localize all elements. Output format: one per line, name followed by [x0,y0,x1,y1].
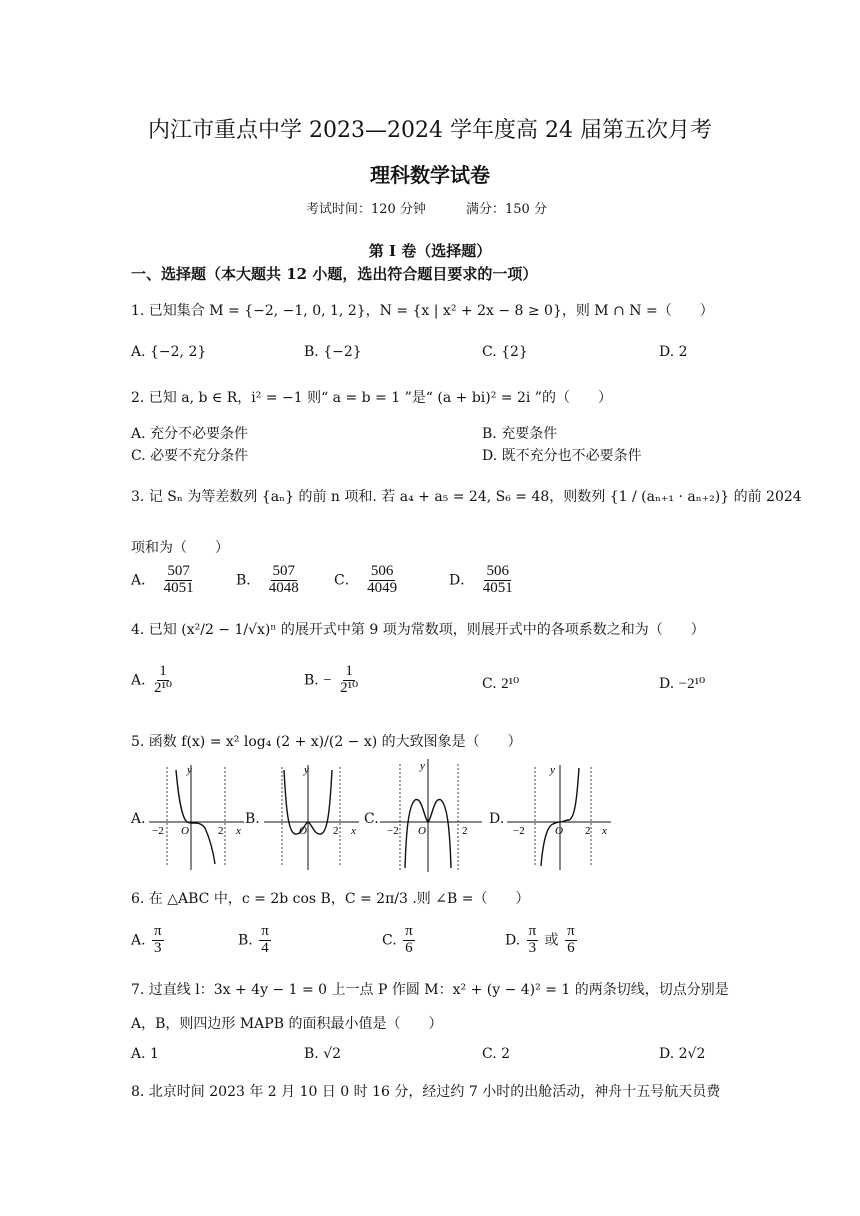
q3-option-d-label: D． [449,572,475,589]
q6-option-d-label: D. [505,932,521,949]
q3-option-a-num: 507 [167,563,190,579]
q3-option-c [334,564,401,597]
graph-b-origin-label: O [299,825,307,837]
q4-option-b-num: 1 [345,663,353,679]
q6-option-c-label: C. [382,932,397,949]
q7-option-c: C. 2 [482,1046,511,1062]
graph-d-pos-label: 2 [585,825,591,837]
q5-option-d: D. [489,811,505,827]
q5-option-a: A. [131,811,146,827]
q6-option-a-label: A. [131,932,146,949]
q1-option-a: A. {−2, 2} [131,344,207,360]
q4-option-c [482,674,519,693]
q5-graph-c [378,756,488,874]
full-score: 满分：150 分 [466,202,547,217]
q6-option-d-num2: π [567,923,575,939]
q3-option-a-den: 4051 [163,579,194,596]
q4-option-b-label: B. [304,672,319,689]
q6-option-d [505,924,579,957]
q5-option-b: B. [245,811,260,827]
q7-option-a: A. 1 [131,1046,159,1062]
section-heading: 一、选择题（本大题共 12 小题，选出符合题目要求的一项） [131,265,538,283]
q4-option-b-den: 2¹⁰ [340,679,359,696]
q6-option-a-num: π [154,923,162,939]
q3-option-b-num: 507 [272,563,295,579]
q6-option-d-mid: 或 [544,932,559,949]
graph-b-y-label: y [304,764,309,776]
graph-a-pos-label: 2 [218,825,224,837]
q6-option-b-label: B. [238,932,253,949]
graph-c-neg-label: −2 [387,825,399,837]
question-4: 4. 已知 (x²/2 − 1/√x)ⁿ 的展开式中第 9 项为常数项，则展开式中的各项系数之和为（ ） [131,622,705,638]
q3-option-c-num: 506 [370,563,394,579]
q4-option-a-den: 2¹⁰ [154,679,173,696]
q4-option-d-label: D. [659,676,675,692]
q5-graph-b [262,762,362,872]
graph-d-x-label: x [602,825,607,837]
q4-option-b-sign: − [323,672,332,689]
q6-option-a-den: 3 [154,939,162,956]
part-title: 第 I 卷（选择题） [368,242,492,260]
q3-option-a [131,564,198,597]
question-6: 6. 在 △ABC 中，c = 2b cos B，C = 2π/3 .则 ∠B =（ ） [131,891,530,907]
q5-graph-d [505,762,615,872]
q6-option-b-den: 4 [261,939,269,956]
graph-c-y-label: y [420,760,425,772]
graph-a-y-label: y [187,764,192,776]
q3-option-a-label: A． [131,572,156,589]
q6-option-d-den2: 6 [567,939,575,956]
graph-b-x-label: x [351,825,356,837]
q5-graph-a [147,762,247,872]
q3-option-b-den: 4048 [268,579,299,596]
q2-option-a: A. 充分不必要条件 [131,426,249,442]
exam-time: 考试时间：120 分钟 [306,202,426,217]
graph-c-origin-label: O [418,825,426,837]
question-5: 5. 函数 f(x) = x² log₄ (2 + x)/(2 − x) 的大致图象是（ ） [131,734,522,750]
question-3-cont: 项和为（ ） [131,540,229,556]
question-3: 3. 记 Sₙ 为等差数列 {aₙ} 的前 n 项和. 若 a₄ + a₅ = 24, S₆ = 48，则数列 {1 / (aₙ₊₁ · aₙ₊₂)} 的前 2024 [131,489,802,505]
q6-option-b [238,924,273,957]
q4-option-c-label: C. [482,676,497,692]
graph-a-origin-label: O [181,825,189,837]
question-8: 8. 北京时间 2023 年 2 月 10 日 0 时 16 分，经过约 7 小时的出舱活动，神舟十五号航天员费 [131,1084,721,1100]
q3-option-c-label: C． [334,572,359,589]
q3-option-d [449,564,517,597]
graph-c-pos-label: 2 [462,825,468,837]
q3-option-b-label: B． [236,572,261,589]
q6-option-c [382,924,417,957]
q4-option-a-num: 1 [159,663,167,679]
q3-option-d-den: 4051 [482,579,513,596]
q7-option-b: B. √2 [304,1046,342,1062]
graph-a-x-label: x [236,825,241,837]
q7-option-d: D. 2√2 [659,1046,706,1062]
q4-option-b [304,664,362,697]
q4-option-a-label: A. [131,672,146,689]
q4-option-d [659,674,705,693]
q1-option-b: B. {−2} [304,344,362,360]
graph-d-origin-label: O [555,825,563,837]
q1-option-c: C. {2} [482,344,528,360]
q2-option-d: D. 既不充分也不必要条件 [482,448,642,464]
graph-d-neg-label: −2 [513,825,525,837]
question-7: 7. 过直线 l：3x + 4y − 1 = 0 上一点 P 作圆 M：x² + (y − 4)² = 1 的两条切线，切点分别是 [131,982,729,998]
q4-option-d-value: −2¹⁰ [678,676,706,692]
q2-option-b: B. 充要条件 [482,426,558,442]
q2-option-c: C. 必要不充分条件 [131,448,249,464]
graph-b-pos-label: 2 [333,825,339,837]
q6-option-c-num: π [405,923,413,939]
q6-option-c-den: 6 [405,939,413,956]
graph-d-y-label: y [550,764,555,776]
q6-option-a [131,924,166,957]
q6-option-d-num: π [528,923,537,939]
question-1: 1. 已知集合 M = {−2, −1, 0, 1, 2}，N = {x | x² + 2x − 8 ≥ 0}，则 M ∩ N =（ ） [131,303,714,319]
q3-option-c-den: 4049 [367,579,398,596]
question-2: 2. 已知 a, b ∈ R，i² = −1 则“ a = b = 1 ”是“ (a + bi)² = 2i ”的（ ） [131,390,612,406]
q4-option-a [131,664,176,697]
q3-option-b [236,564,303,597]
exam-subtitle: 理科数学试卷 [370,163,490,187]
q6-option-d-den: 3 [528,939,537,956]
exam-title: 内江市重点中学 2023—2024 学年度高 24 届第五次月考 [148,118,712,143]
q4-option-c-value: 2¹⁰ [501,676,520,692]
graph-a-neg-label: −2 [152,825,164,837]
q1-option-d: D. 2 [659,344,688,360]
q3-option-d-num: 506 [486,563,509,579]
question-7-cont: A，B，则四边形 MAPB 的面积最小值是（ ） [131,1016,443,1032]
q6-option-b-num: π [261,923,269,939]
q5-option-c: C. [364,811,379,827]
